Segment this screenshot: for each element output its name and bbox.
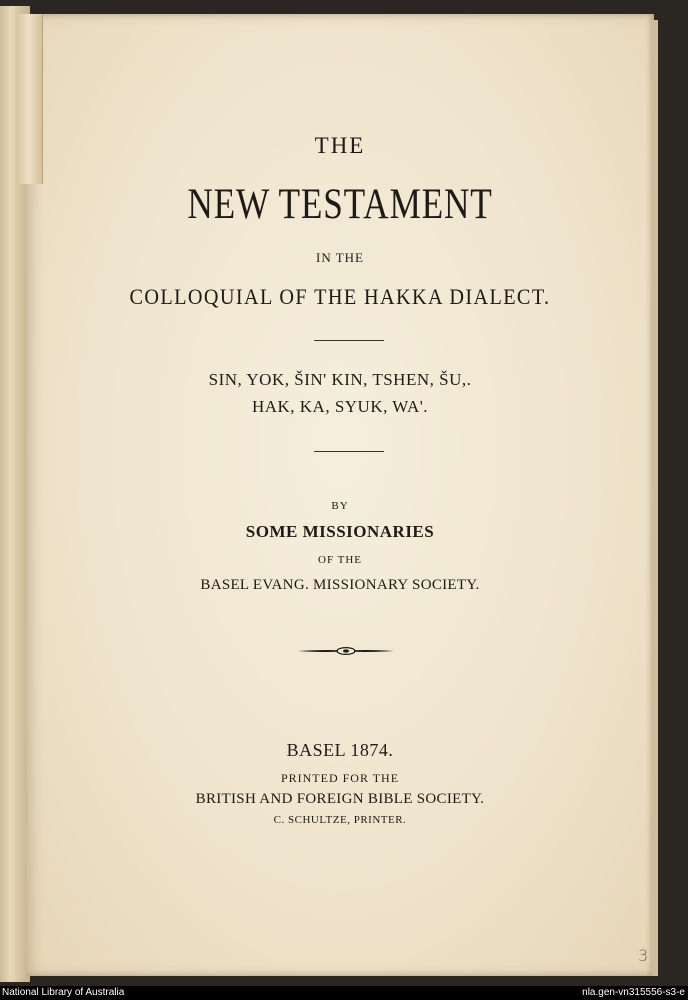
divider-rule xyxy=(314,340,384,341)
title-new-testament: NEW TESTAMENT xyxy=(187,181,493,228)
footer-bar xyxy=(0,986,688,1000)
imprint-place-year: BASEL 1874. xyxy=(286,740,394,760)
divider-rule xyxy=(314,451,384,452)
title-colloquial: COLLOQUIAL OF THE HAKKA DIALECT. xyxy=(129,284,551,309)
society-name: BASEL EVANG. MISSIONARY SOCIETY. xyxy=(200,577,480,593)
romanized-title-line1: SIN, YOK, ŠIN' KIN, TSHEN, ŠU,. xyxy=(208,370,472,389)
ornament-divider-icon xyxy=(298,644,394,658)
title-in-the: IN THE xyxy=(315,250,364,265)
footer-library-name: National Library of Australia xyxy=(2,987,125,998)
title-the: THE xyxy=(314,133,366,158)
footer-identifier: nla.gen-vn315556-s3-e xyxy=(582,987,685,998)
imprint-printed-for: PRINTED FOR THE xyxy=(280,771,400,785)
pencil-page-number: 3 xyxy=(638,946,649,965)
imprint-printer: C. SCHULTZE, PRINTER. xyxy=(273,814,407,826)
byline-by: BY xyxy=(331,500,349,512)
authors: SOME MISSIONARIES xyxy=(245,522,435,541)
title-page-content xyxy=(26,0,654,986)
romanized-title-line2: HAK, KA, SYUK, WA'. xyxy=(251,397,429,416)
imprint-bible-society: BRITISH AND FOREIGN BIBLE SOCIETY. xyxy=(195,791,485,807)
byline-of-the: OF THE xyxy=(318,554,362,566)
